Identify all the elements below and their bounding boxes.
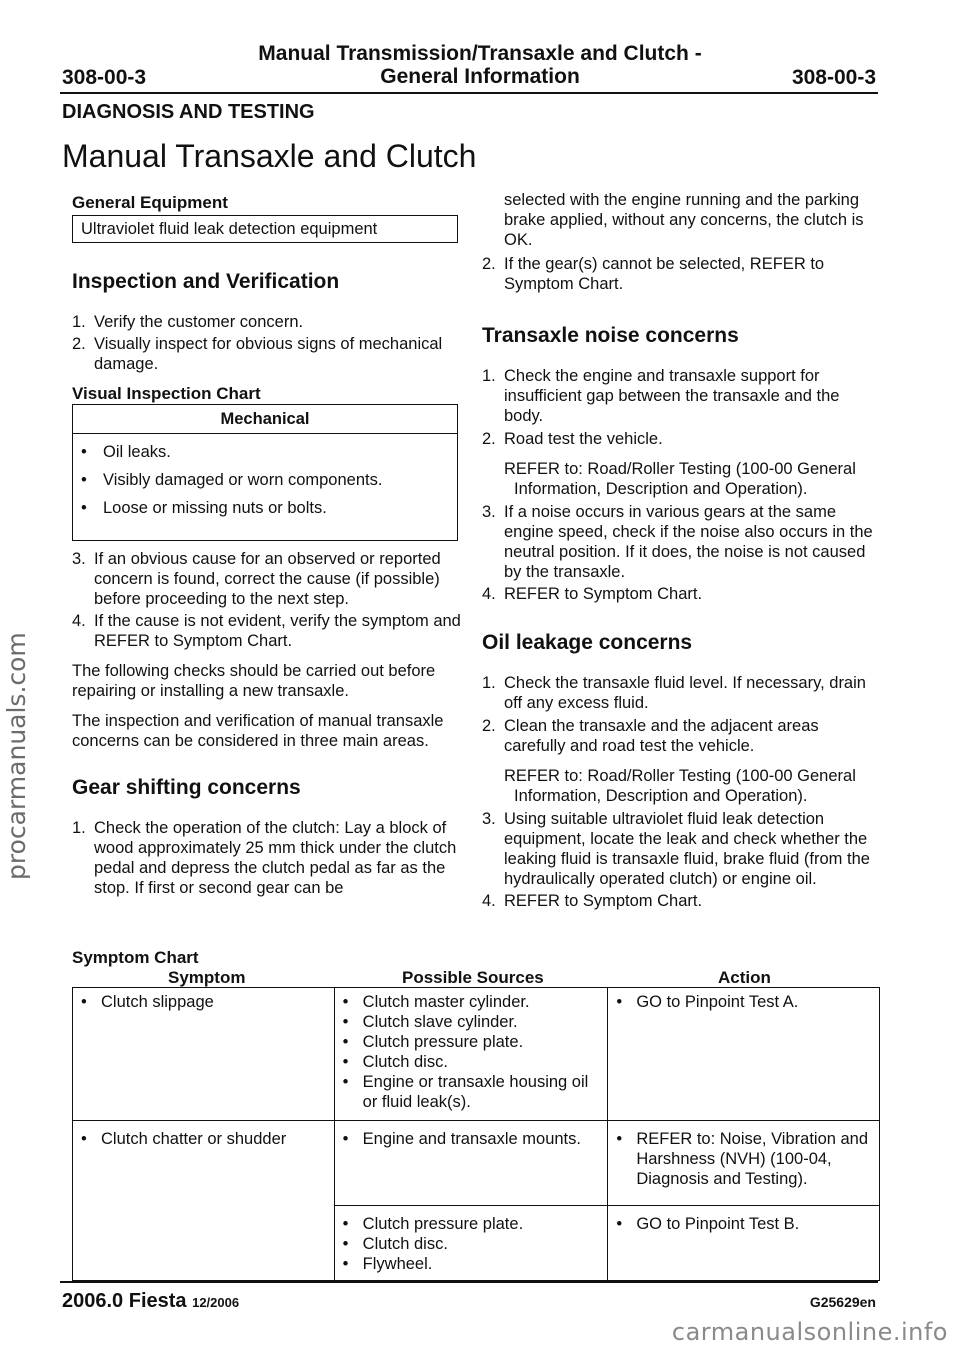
list-item: 2. Visually inspect for obvious signs of mechanical damage. [72,335,443,373]
table-row: • Oil leaks. [73,434,458,466]
column-header-sources: Possible Sources [402,968,544,987]
list-item: 1. Check the operation of the clutch: Lay a block of wood approximately 25 mm thick under the clutch pedal and depress the clutch pedal as far as the stop. If first or second gear can be [72,819,457,897]
list-item: 4. If the cause is not evident, verify the symptom and REFER to Symptom Chart. [72,612,461,650]
general-equipment-heading: General Equipment [72,193,228,212]
table-row: • Clutch pressure plate. • Clutch disc. • Flywheel. • GO to Pinpoint Test B. [73,1206,880,1281]
table-row: • Clutch chatter or shudder • Engine and transaxle mounts. • REFER to: Noise, Vibration and Harshness (NVH) (100-04, Diagnosis and Testing). [73,1121,880,1206]
page-code-left: 308-00-3 [62,66,147,89]
gear-shifting-step1-continued: selected with the engine running and the parking brake applied, without any concerns, the clutch is OK. [504,191,864,249]
watermark-carmanualsonline: carmanualsonline.info [671,1318,948,1345]
gear-shifting-steps [72,818,462,898]
table-row: • Loose or missing nuts or bolts. [73,493,458,541]
list-item: 3. If an obvious cause for an observed or reported concern is found, correct the cause (if possible) before proceeding to the next step. [72,550,441,608]
footer-code: G25629en [809,1294,876,1310]
list-item: 1. Check the transaxle fluid level. If necessary, drain off any excess fluid. [482,674,866,712]
list-item: 1. Check the engine and transaxle support for insufficient gap between the transaxle and the body. [482,367,840,425]
list-item: 3. Using suitable ultraviolet fluid leak detection equipment, locate the leak and check whether the leaking fluid is transaxle fluid, brake fluid (from the hydraulically operated clutch) or engine oil. [482,810,870,888]
column-header-action: Action [718,968,771,987]
section-label: DIAGNOSIS AND TESTING [62,101,315,123]
oil-refer: REFER to: Road/Roller Testing (100-00 General Information, Description and Operation). [504,767,856,805]
inspection-heading: Inspection and Verification [72,270,340,293]
header-title-line2: General Information [380,65,580,88]
oil-heading: Oil leakage concerns [482,631,693,654]
noise-heading: Transaxle noise concerns [482,324,739,347]
gear-shifting-heading: Gear shifting concerns [72,776,301,799]
noise-steps-b [482,502,878,604]
page-code-right: 308-00-3 [791,66,876,89]
oil-steps [482,673,878,756]
footer-rule [60,1281,878,1283]
header-title-line1: Manual Transmission/Transaxle and Clutch - [258,42,702,65]
symptom-chart-heading: Symptom Chart [72,948,199,967]
gear-shifting-steps-continued [482,254,878,294]
inspection-steps-b [72,549,462,651]
visual-inspection-table [72,404,458,541]
page-title: Manual Transaxle and Clutch [62,138,477,174]
list-item: 2. Clean the transaxle and the adjacent areas carefully and road test the vehicle. [482,717,819,755]
table-row: • Visibly damaged or worn components. [73,465,458,493]
list-item: 2. If the gear(s) cannot be selected, REFER to Symptom Chart. [482,255,825,293]
visual-inspection-chart-heading: Visual Inspection Chart [72,384,261,403]
noise-refer: REFER to: Road/Roller Testing (100-00 General Information, Description and Operation). [504,460,856,498]
right-column [482,190,878,911]
inspection-paragraph-1: The following checks should be carried out before repairing or installing a new transaxle. [72,662,436,700]
left-column [72,190,462,898]
list-item: 3. If a noise occurs in various gears at the same engine speed, check if the noise also occurs in the neutral position. If it does, the noise is not caused by the transaxle. [482,503,873,581]
general-equipment-item: Ultraviolet fluid leak detection equipment [72,215,458,243]
inspection-steps-a [72,312,462,374]
table-header-mechanical: Mechanical [73,405,458,434]
oil-steps-b [482,809,878,911]
symptom-chart-table [72,987,880,1281]
list-item: 4. REFER to Symptom Chart. [482,892,703,910]
watermark-procarmanuals: procarmanuals.com [2,632,31,880]
list-item: 4. REFER to Symptom Chart. [482,585,703,603]
footer-model: 2006.0 Fiesta 12/2006 [62,1290,240,1312]
column-header-symptom: Symptom [168,968,246,987]
list-item: 1. Verify the customer concern. [72,313,304,331]
noise-steps [482,366,878,449]
footer-date: 12/2006 [192,1295,240,1310]
table-row: • Clutch slippage • Clutch master cylinder. • Clutch slave cylinder. • Clutch pressure plate. • Clutch disc. • Engine or transaxle housing oil or fluid leak(s). • GO to Pinpoint Test A. [73,988,880,1121]
header-rule [60,92,878,94]
list-item: 2. Road test the vehicle. [482,430,663,448]
inspection-paragraph-2: The inspection and verification of manual transaxle concerns can be considered in three main areas. [72,712,444,750]
